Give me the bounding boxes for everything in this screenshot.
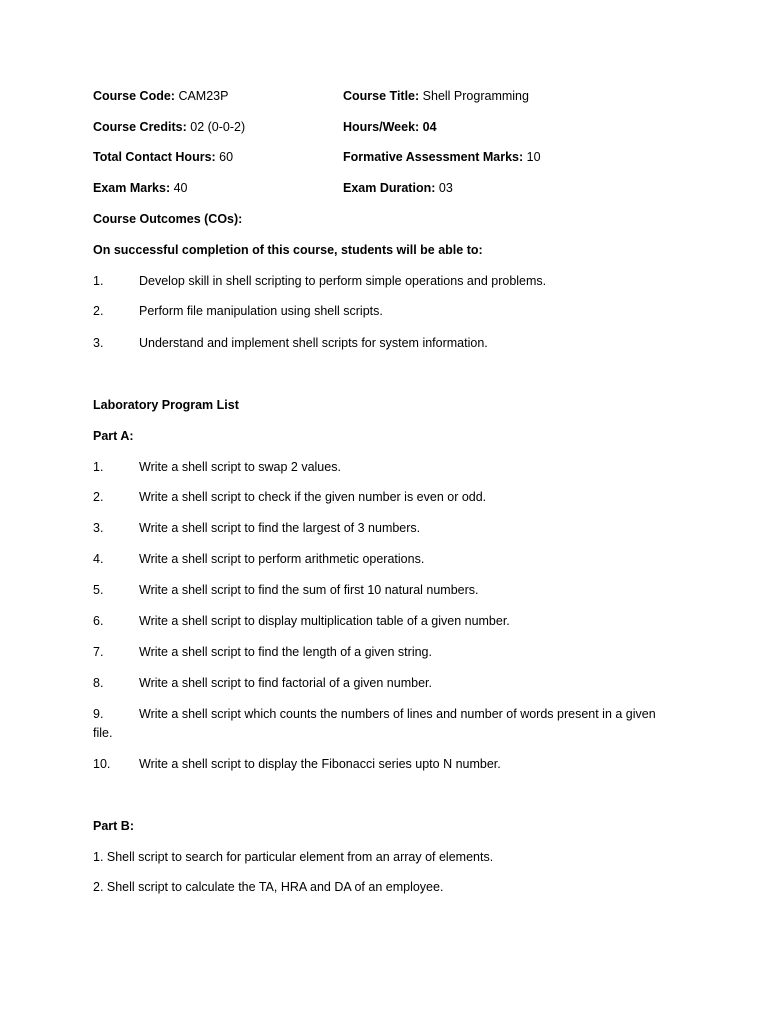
course-credits: Course Credits: 02 (0-0-2) bbox=[93, 120, 246, 134]
total-contact-hours: Total Contact Hours: 60 bbox=[93, 150, 234, 164]
list-item: 9. Write a shell script which counts the numbers of lines and number of words present in a given file. bbox=[93, 707, 656, 740]
formative-assessment-marks: Formative Assessment Marks: 10 bbox=[343, 150, 541, 164]
hours-per-week: Hours/Week: 04 bbox=[343, 120, 437, 134]
part-b-heading: Part B: bbox=[93, 819, 134, 833]
exam-marks: Exam Marks: 40 bbox=[93, 181, 188, 195]
course-title: Course Title: Shell Programming bbox=[343, 89, 529, 103]
part-a-heading: Part A: bbox=[93, 429, 134, 443]
exam-duration: Exam Duration: 03 bbox=[343, 181, 453, 195]
course-code: Course Code: CAM23P bbox=[93, 89, 229, 103]
outcomes-intro: On successful completion of this course, students will be able to: bbox=[93, 243, 483, 257]
list-item: 1. Shell script to search for particular element from an array of elements. bbox=[93, 850, 494, 864]
lab-heading: Laboratory Program List bbox=[93, 398, 239, 412]
outcomes-heading: Course Outcomes (COs): bbox=[93, 212, 243, 226]
list-item: 2. Shell script to calculate the TA, HRA and DA of an employee. bbox=[93, 880, 444, 894]
document-page: Course Code: CAM23P Course Title: Shell Programming Course Credits: 02 (0-0-2) Hours/Week: 04 Total Contact Hours: 60 Formative Assessment Marks: 10 Exam Marks: 40 Exam Duration: 03 Course Outcomes (COs): On successful completion of this course, students will be able to: 1. Develop skill in shell scripting to perform simple operations and problems. 2. Perform file manipulation using shell scripts. 3. Understand and implement shell scripts for system information. Laboratory Program List Part A: 1. Write a shell script to swap 2 values. 2. Write a shell script to check if the given number is even or odd. 3. Write a shell script to find the largest of 3 numbers. 4. Write a shell script to perform arithmetic operations. 5. Write a shell script to find the sum of first 10 natural numbers. 6. Write a shell script to display multiplication table of a given number. 7. Write a shell script to find the length of a given string. 8. Write a shell script to find factorial of a given number. 9. Write a shell script which counts the numbers of lines and number of words present in a given file. 10. Write a shell script to display the Fibonacci series upto N number. Part B: 1. Shell script to search for particular element from an array of elements. 2. Shell script to calculate the TA, HRA and DA of an employee. bbox=[0, 0, 768, 1024]
